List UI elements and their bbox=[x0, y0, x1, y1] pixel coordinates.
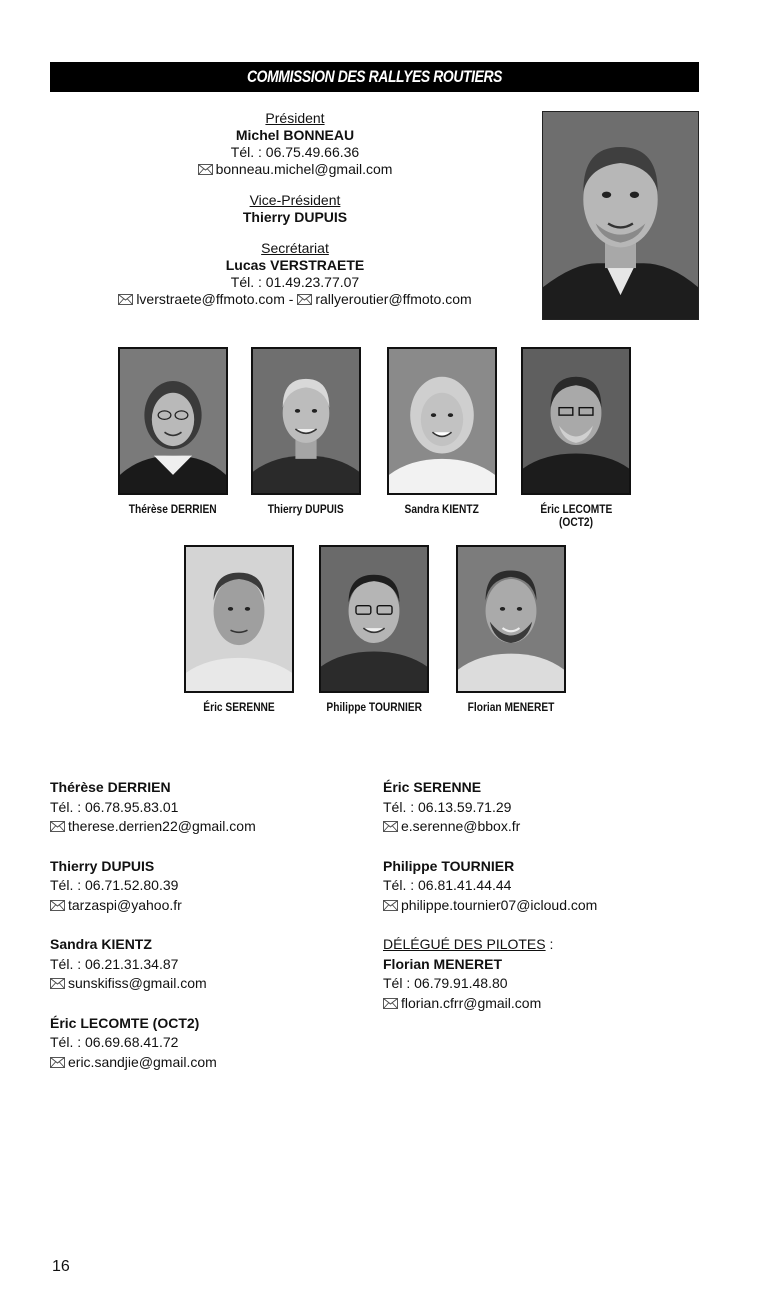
contact-name: Thérèse DERRIEN bbox=[50, 779, 171, 795]
vice-president-role: Vice-Président bbox=[249, 192, 341, 208]
photo-sandra-kientz bbox=[387, 347, 497, 495]
email-separator: - bbox=[284, 291, 298, 307]
portrait-image bbox=[321, 547, 427, 691]
caption-text: Éric SERENNE bbox=[203, 700, 275, 714]
contact-name: Philippe TOURNIER bbox=[383, 857, 515, 874]
president-photo bbox=[542, 111, 699, 320]
portrait-image bbox=[120, 349, 226, 493]
photo-florian-meneret bbox=[456, 545, 566, 693]
vice-president-block bbox=[50, 192, 540, 226]
portrait-image bbox=[458, 547, 564, 691]
caption-text: Thérèse DERRIEN bbox=[129, 502, 217, 516]
caption-eric-serenne bbox=[174, 701, 304, 714]
contact-email[interactable]: therese.derrien22@gmail.com bbox=[68, 818, 256, 834]
president-block bbox=[50, 110, 540, 178]
contacts-right-column bbox=[383, 778, 713, 1033]
delegate-email-line bbox=[383, 994, 713, 1014]
contact-tel: Tél. : 06.81.41.44.44 bbox=[383, 877, 512, 893]
caption-eric-lecomte bbox=[511, 503, 641, 529]
president-tel: Tél. : 06.75.49.66.36 bbox=[230, 144, 360, 160]
delegate-email[interactable]: florian.cfrr@gmail.com bbox=[401, 994, 542, 1011]
envelope-icon bbox=[50, 900, 65, 911]
envelope-icon bbox=[198, 164, 213, 175]
delegate-label: DÉLÉGUÉ DES PILOTES bbox=[383, 936, 546, 952]
contact-tel: Tél. : 06.13.59.71.29 bbox=[383, 798, 512, 815]
caption-text: Florian MENERET bbox=[467, 700, 555, 714]
page-number: 16 bbox=[52, 1258, 70, 1275]
officers-block bbox=[50, 110, 540, 322]
caption-therese-derrien bbox=[108, 503, 238, 516]
contact-email[interactable]: eric.sandjie@gmail.com bbox=[68, 1053, 217, 1070]
president-name: Michel BONNEAU bbox=[235, 127, 355, 143]
delegate-label-line bbox=[383, 935, 713, 955]
delegate-name: Florian MENERET bbox=[383, 955, 503, 972]
contact-email-line bbox=[50, 974, 370, 994]
photo-eric-serenne bbox=[184, 545, 294, 693]
portrait-image bbox=[523, 349, 629, 493]
contact-name: Éric SERENNE bbox=[383, 779, 482, 795]
caption-philippe-tournier bbox=[309, 701, 439, 714]
contact-email[interactable]: philippe.tournier07@icloud.com bbox=[401, 896, 598, 913]
contact-email-line bbox=[383, 896, 713, 916]
president-email[interactable]: bonneau.michel@gmail.com bbox=[215, 161, 393, 177]
envelope-icon bbox=[383, 821, 398, 832]
photo-philippe-tournier bbox=[319, 545, 429, 693]
secretariat-email-1[interactable]: lverstraete@ffmoto.com bbox=[136, 291, 285, 307]
contact-email[interactable]: sunskifiss@gmail.com bbox=[68, 975, 207, 991]
secretariat-email-line bbox=[50, 291, 540, 308]
envelope-icon bbox=[383, 900, 398, 911]
vice-president-name: Thierry DUPUIS bbox=[242, 209, 348, 225]
caption-text: Thierry DUPUIS bbox=[268, 502, 344, 516]
caption-text: Sandra KIENTZ bbox=[404, 502, 480, 516]
portrait-image bbox=[389, 349, 495, 493]
delegate-colon: : bbox=[545, 936, 554, 952]
caption-thierry-dupuis bbox=[241, 503, 371, 516]
contact-tel: Tél. : 06.21.31.34.87 bbox=[50, 955, 179, 972]
contacts-left-column bbox=[50, 778, 370, 1092]
delegate-entry bbox=[383, 935, 713, 1013]
contact-tel: Tél. : 06.69.68.41.72 bbox=[50, 1034, 179, 1050]
contact-email-line bbox=[50, 896, 370, 916]
caption-text-line2: (OCT2) bbox=[559, 515, 593, 529]
caption-text: Philippe TOURNIER bbox=[326, 700, 422, 714]
envelope-icon bbox=[297, 294, 312, 305]
contact-email-line bbox=[50, 1053, 370, 1073]
secretariat-email-2[interactable]: rallyeroutier@ffmoto.com bbox=[315, 291, 472, 307]
delegate-tel: Tél : 06.79.91.48.80 bbox=[383, 975, 508, 991]
photo-thierry-dupuis bbox=[251, 347, 361, 495]
secretariat-tel: Tél. : 01.49.23.77.07 bbox=[230, 274, 360, 290]
envelope-icon bbox=[118, 294, 133, 305]
portrait-image bbox=[253, 349, 359, 493]
envelope-icon bbox=[383, 998, 398, 1009]
secretariat-block bbox=[50, 240, 540, 308]
contact-email[interactable]: tarzaspi@yahoo.fr bbox=[68, 896, 182, 913]
envelope-icon bbox=[50, 821, 65, 832]
contact-entry bbox=[50, 778, 370, 837]
envelope-icon bbox=[50, 978, 65, 989]
president-role: Président bbox=[265, 110, 325, 126]
contact-tel: Tél. : 06.78.95.83.01 bbox=[50, 798, 179, 815]
caption-sandra-kientz bbox=[377, 503, 507, 516]
contact-email[interactable]: e.serenne@bbox.fr bbox=[401, 818, 521, 834]
portrait-image bbox=[543, 112, 698, 319]
contact-entry bbox=[50, 857, 370, 916]
section-title-banner bbox=[50, 62, 699, 92]
envelope-icon bbox=[50, 1057, 65, 1068]
portrait-image bbox=[186, 547, 292, 691]
contact-name: Sandra KIENTZ bbox=[50, 936, 152, 952]
contact-entry bbox=[50, 1014, 370, 1073]
section-title: COMMISSION DES RALLYES ROUTIERS bbox=[246, 67, 503, 86]
contact-name: Éric LECOMTE (OCT2) bbox=[50, 1014, 200, 1031]
caption-florian-meneret bbox=[446, 701, 576, 714]
photo-therese-derrien bbox=[118, 347, 228, 495]
contact-email-line bbox=[383, 817, 713, 837]
contact-entry bbox=[383, 857, 713, 916]
president-email-line bbox=[50, 161, 540, 178]
contact-tel: Tél. : 06.71.52.80.39 bbox=[50, 877, 179, 893]
contact-entry bbox=[50, 935, 370, 994]
secretariat-role: Secrétariat bbox=[261, 240, 329, 256]
contact-entry bbox=[383, 778, 713, 837]
caption-text: Éric LECOMTE bbox=[540, 502, 612, 516]
contact-email-line bbox=[50, 817, 370, 837]
secretariat-name: Lucas VERSTRAETE bbox=[225, 257, 365, 273]
contact-name: Thierry DUPUIS bbox=[50, 857, 155, 874]
photo-eric-lecomte bbox=[521, 347, 631, 495]
